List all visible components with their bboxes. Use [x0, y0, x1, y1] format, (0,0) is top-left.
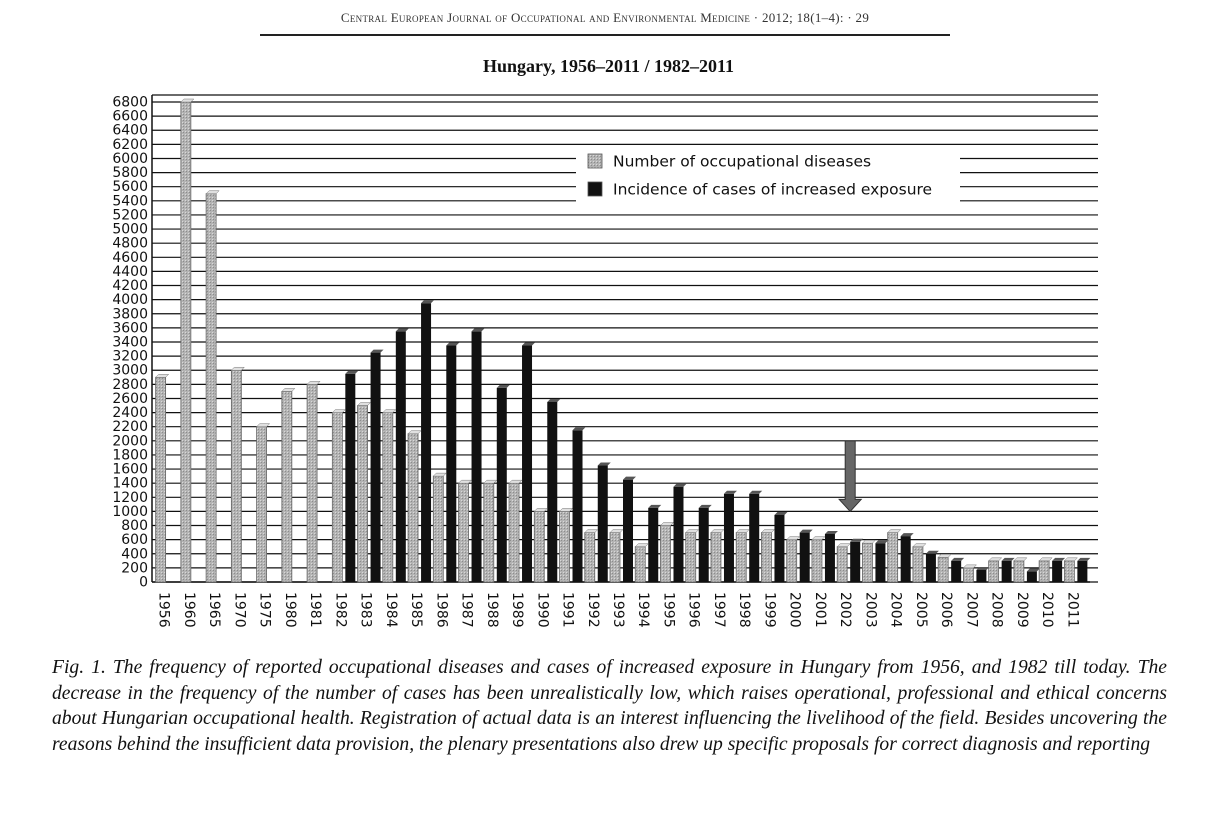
bar-disease-1994	[635, 547, 645, 582]
bar-disease-2008	[989, 561, 999, 582]
y-tick-label: 5000	[112, 221, 148, 238]
y-tick-label: 4400	[112, 263, 148, 280]
y-tick-label: 6200	[112, 136, 148, 153]
bar-exposure-1993	[623, 480, 633, 582]
bar-disease-1982	[332, 413, 342, 582]
y-tick-label: 6000	[112, 150, 148, 167]
bar-disease-1999	[761, 533, 771, 582]
bar-exposure-2008	[1002, 561, 1012, 582]
bar-disease-2011	[1064, 561, 1074, 582]
bar-disease-1990	[534, 511, 544, 582]
bar-exposure-2001	[825, 534, 835, 582]
y-tick-label: 1000	[112, 503, 148, 520]
bar-disease-top-2011	[1064, 558, 1077, 561]
bar-exposure-1988	[497, 388, 507, 582]
bar-disease-top-1992	[585, 530, 598, 533]
x-tick-label-2008: 2008	[988, 592, 1005, 628]
bar-exposure-top-1990	[547, 399, 560, 402]
y-tick-label: 1200	[112, 489, 148, 506]
bar-exposure-top-2003	[875, 540, 888, 543]
x-tick-label-1960: 1960	[180, 592, 197, 628]
bar-disease-top-1983	[358, 403, 371, 406]
x-tick-label-2009: 2009	[1013, 592, 1030, 628]
bar-exposure-top-1984	[396, 328, 409, 331]
y-tick-label: 2800	[112, 376, 148, 393]
bar-disease-top-1993	[610, 530, 623, 533]
bar-exposure-1986	[446, 346, 456, 582]
x-tick-label-1991: 1991	[559, 592, 576, 628]
bar-disease-1989	[509, 483, 519, 582]
x-tick-label-1987: 1987	[458, 592, 475, 628]
y-tick-label: 3400	[112, 334, 148, 351]
y-tick-label: 3800	[112, 306, 148, 323]
bar-exposure-1999	[774, 515, 784, 582]
bar-disease-1956	[156, 377, 166, 582]
bar-disease-2005	[913, 547, 923, 582]
y-tick-label: 4600	[112, 249, 148, 266]
bar-disease-1992	[585, 533, 595, 582]
x-tick-label-1986: 1986	[433, 592, 450, 628]
bar-disease-1997	[711, 533, 721, 582]
y-tick-label: 3000	[112, 362, 148, 379]
y-tick-label: 5800	[112, 165, 148, 182]
x-tick-label-1990: 1990	[534, 592, 551, 628]
x-tick-label-2010: 2010	[1039, 592, 1056, 628]
annotation-arrow	[839, 441, 861, 512]
legend-label-disease: Number of occupational diseases	[613, 152, 872, 171]
bar-disease-top-1986	[433, 473, 446, 476]
bar-disease-top-1998	[736, 530, 749, 533]
bar-disease-top-2008	[989, 558, 1002, 561]
bar-disease-1991	[560, 511, 570, 582]
x-tick-label-2000: 2000	[786, 592, 803, 628]
x-tick-label-1980: 1980	[281, 592, 298, 628]
y-tick-label: 4800	[112, 235, 148, 252]
bar-exposure-2009	[1027, 571, 1037, 582]
y-tick-label: 5200	[112, 207, 148, 224]
bar-exposure-1992	[598, 466, 608, 582]
bar-disease-1975	[257, 427, 267, 582]
bar-exposure-top-2004	[901, 533, 914, 536]
bar-exposure-top-1985	[421, 300, 434, 303]
y-tick-label: 200	[121, 560, 148, 577]
x-tick-label-2005: 2005	[912, 592, 929, 628]
y-tick-label: 2400	[112, 405, 148, 422]
y-tick-label: 600	[121, 532, 148, 549]
y-tick-label: 1600	[112, 461, 148, 478]
bar-disease-1993	[610, 533, 620, 582]
x-tick-label-1998: 1998	[736, 592, 753, 628]
bar-exposure-1994	[648, 508, 658, 582]
bar-exposure-1996	[699, 508, 709, 582]
x-tick-label-2011: 2011	[1064, 592, 1081, 628]
y-tick-label: 4200	[112, 278, 148, 295]
bar-exposure-top-1994	[648, 505, 661, 508]
y-tick-label: 400	[121, 546, 148, 563]
y-tick-label: 3600	[112, 320, 148, 337]
x-tick-label-2002: 2002	[837, 592, 854, 628]
bar-disease-1986	[433, 476, 443, 582]
bar-exposure-1998	[749, 494, 759, 582]
x-tick-label-1965: 1965	[206, 592, 223, 628]
x-tick-label-1994: 1994	[635, 592, 652, 628]
bar-disease-top-2002	[837, 544, 850, 547]
bar-disease-2001	[812, 540, 822, 582]
x-tick-label-1993: 1993	[610, 592, 626, 628]
bar-exposure-top-1986	[446, 343, 459, 346]
bar-disease-2002	[837, 547, 847, 582]
y-tick-label: 5400	[112, 193, 148, 210]
bar-exposure-2011	[1077, 561, 1087, 582]
bar-disease-1996	[686, 533, 696, 582]
bar-exposure-top-2000	[800, 530, 813, 533]
bar-exposure-top-1983	[371, 350, 384, 353]
bar-exposure-top-1992	[598, 463, 611, 466]
bar-exposure-top-1995	[673, 484, 686, 487]
bar-exposure-top-1987	[472, 328, 485, 331]
y-tick-label: 6400	[112, 122, 148, 139]
bar-exposure-1990	[547, 402, 557, 582]
journal-header: Central European Journal of Occupational and Environmental Medicine · 2012; 18(1–4): · 29	[340, 10, 870, 25]
x-tick-label-1981: 1981	[307, 592, 324, 628]
bar-disease-1988	[484, 483, 494, 582]
y-tick-label: 2000	[112, 433, 148, 450]
bar-exposure-1987	[472, 331, 482, 582]
bar-disease-top-2005	[913, 544, 926, 547]
y-tick-label: 4000	[112, 292, 148, 309]
x-tick-label-1996: 1996	[685, 592, 702, 628]
bar-exposure-1991	[573, 430, 583, 582]
bar-disease-1984	[383, 413, 393, 582]
y-tick-label: 6600	[112, 108, 148, 125]
legend-swatch-exposure	[588, 182, 602, 196]
bar-disease-2007	[963, 568, 973, 582]
bar-disease-1987	[459, 483, 469, 582]
y-tick-label: 2600	[112, 390, 148, 407]
bar-exposure-top-1998	[749, 491, 762, 494]
bar-exposure-2006	[951, 561, 961, 582]
bar-disease-top-1999	[761, 530, 774, 533]
x-tick-label-2003: 2003	[862, 592, 879, 628]
bar-exposure-1997	[724, 494, 734, 582]
bar-exposure-1982	[345, 374, 355, 582]
bar-disease-1985	[408, 434, 418, 582]
y-tick-label: 1400	[112, 475, 148, 492]
bar-exposure-2007	[976, 570, 986, 582]
x-tick-label-1984: 1984	[382, 592, 399, 628]
bar-exposure-2000	[800, 533, 810, 582]
bar-exposure-top-2008	[1002, 558, 1015, 561]
y-tick-label: 3200	[112, 348, 148, 365]
bar-disease-1983	[358, 406, 368, 582]
bar-exposure-top-1982	[345, 371, 358, 374]
x-tick-label-1995: 1995	[660, 592, 677, 628]
bar-disease-2004	[888, 533, 898, 582]
bar-disease-2006	[938, 557, 948, 582]
bar-disease-2000	[787, 540, 797, 582]
y-tick-label: 6800	[112, 94, 148, 111]
bar-disease-1998	[736, 533, 746, 582]
bar-exposure-top-1999	[774, 512, 787, 515]
bar-disease-1960	[181, 102, 191, 582]
y-tick-label: 2200	[112, 419, 148, 436]
bar-exposure-1985	[421, 303, 431, 582]
x-tick-label-2004: 2004	[887, 592, 904, 628]
bar-disease-top-1965	[206, 191, 219, 194]
bar-disease-1970	[231, 370, 241, 582]
bar-exposure-1989	[522, 346, 532, 582]
x-tick-label-1983: 1983	[357, 592, 374, 628]
bar-disease-2010	[1039, 561, 1049, 582]
bar-exposure-top-1997	[724, 491, 737, 494]
bar-exposure-1983	[371, 353, 381, 582]
x-tick-label-1970: 1970	[231, 592, 248, 628]
bar-exposure-top-1996	[699, 505, 712, 508]
bar-exposure-top-1988	[497, 385, 510, 388]
bar-exposure-top-2011	[1077, 558, 1090, 561]
bar-exposure-top-1991	[573, 427, 586, 430]
y-tick-label: 0	[139, 574, 148, 591]
bar-exposure-2003	[875, 543, 885, 582]
bar-disease-1980	[282, 391, 292, 582]
bar-disease-2009	[1014, 561, 1024, 582]
bar-exposure-top-2001	[825, 531, 838, 534]
y-tick-label: 800	[121, 518, 148, 535]
bar-exposure-2004	[901, 536, 911, 582]
bar-exposure-1984	[396, 331, 406, 582]
legend-label-exposure: Incidence of cases of increased exposure	[613, 180, 933, 199]
bar-disease-1981	[307, 384, 317, 582]
figure-caption: Fig. 1. The frequency of reported occupational diseases and cases of increased exposure in Hungary from 1956, and 1982 till today. The decrease in the frequency of the number of cases has been unrealistically low, which raises operational, professional and ethical concerns about Hungarian occupational health. Registration of actual data is an interest influencing the livelihood of the field. Besides uncovering the reasons behind the insufficient data provision, the plenary presentations also drew up specific proposals for correct diagnosis and reporting	[52, 657, 1167, 755]
bar-disease-1965	[206, 194, 216, 582]
x-tick-label-1982: 1982	[332, 592, 349, 628]
bar-disease-top-2010	[1039, 558, 1052, 561]
x-tick-label-1985: 1985	[408, 592, 425, 628]
x-tick-label-1999: 1999	[761, 592, 778, 628]
x-tick-label-1956: 1956	[155, 592, 172, 628]
bar-disease-top-1985	[408, 431, 421, 434]
x-tick-label-1997: 1997	[710, 592, 727, 628]
bar-exposure-top-2009	[1027, 568, 1040, 571]
bar-exposure-top-2010	[1052, 558, 1065, 561]
x-tick-label-2006: 2006	[938, 592, 955, 628]
x-tick-label-1988: 1988	[483, 592, 500, 628]
bar-disease-top-1996	[686, 530, 699, 533]
bar-disease-1995	[660, 526, 670, 582]
bar-disease-top-1997	[711, 530, 724, 533]
x-tick-label-2001: 2001	[811, 592, 828, 628]
bar-disease-top-1980	[282, 388, 295, 391]
bar-exposure-top-2006	[951, 558, 964, 561]
bar-exposure-2002	[850, 542, 860, 582]
bar-exposure-2010	[1052, 561, 1062, 582]
bar-disease-top-1994	[635, 544, 648, 547]
bar-exposure-top-1993	[623, 477, 636, 480]
bar-disease-top-1956	[156, 374, 169, 377]
bar-exposure-2005	[926, 554, 936, 582]
y-tick-label: 5600	[112, 179, 148, 196]
bar-exposure-1995	[673, 487, 683, 582]
bar-disease-top-2009	[1014, 558, 1027, 561]
x-tick-label-1989: 1989	[509, 592, 526, 628]
bar-disease-top-2004	[888, 530, 901, 533]
y-tick-label: 1800	[112, 447, 148, 464]
bar-disease-top-2006	[938, 554, 951, 557]
x-tick-label-1975: 1975	[256, 592, 273, 628]
legend-swatch-disease	[588, 154, 602, 168]
x-tick-label-2007: 2007	[963, 592, 980, 628]
bar-exposure-top-1989	[522, 343, 535, 346]
chart-title: Hungary, 1956–2011 / 1982–2011	[482, 56, 735, 76]
bar-disease-top-2003	[862, 540, 875, 543]
x-tick-label-1992: 1992	[584, 592, 601, 628]
bar-disease-2003	[862, 543, 872, 582]
